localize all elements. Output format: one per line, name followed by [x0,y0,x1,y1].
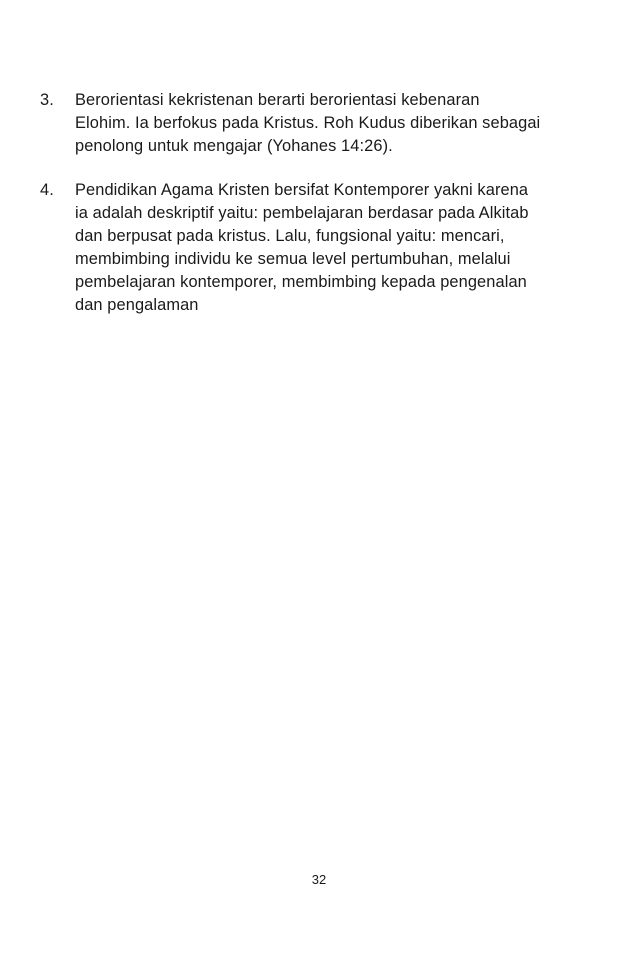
text-line: membimbing individu ke semua level pertumbuhan, melalui [75,250,511,268]
text-line: dan berpusat pada kristus. Lalu, fungsional yaitu: mencari, [75,227,505,245]
numbered-list [0,89,638,317]
list-item-text [75,179,605,317]
text-line: Berorientasi kekristenan berarti berorientasi kebenaran [75,91,480,109]
list-item-3 [0,89,638,158]
list-item-number: 3. [40,91,54,109]
text-line: Pendidikan Agama Kristen bersifat Kontemporer yakni karena [75,181,529,199]
text-line: pembelajaran kontemporer, membimbing kepada pengenalan [75,273,527,291]
list-item-number: 4. [40,181,54,199]
text-line: dan pengalaman [75,296,199,314]
text-line: ia adalah deskriptif yaitu: pembelajaran berdasar pada Alkitab [75,204,529,222]
list-item-4 [0,179,638,317]
text-line: Elohim. Ia berfokus pada Kristus. Roh Kudus diberikan sebagai [75,114,541,132]
page-number: 32 [311,872,327,887]
list-item-text [75,89,605,158]
text-line: penolong untuk mengajar (Yohanes 14:26). [75,137,393,155]
